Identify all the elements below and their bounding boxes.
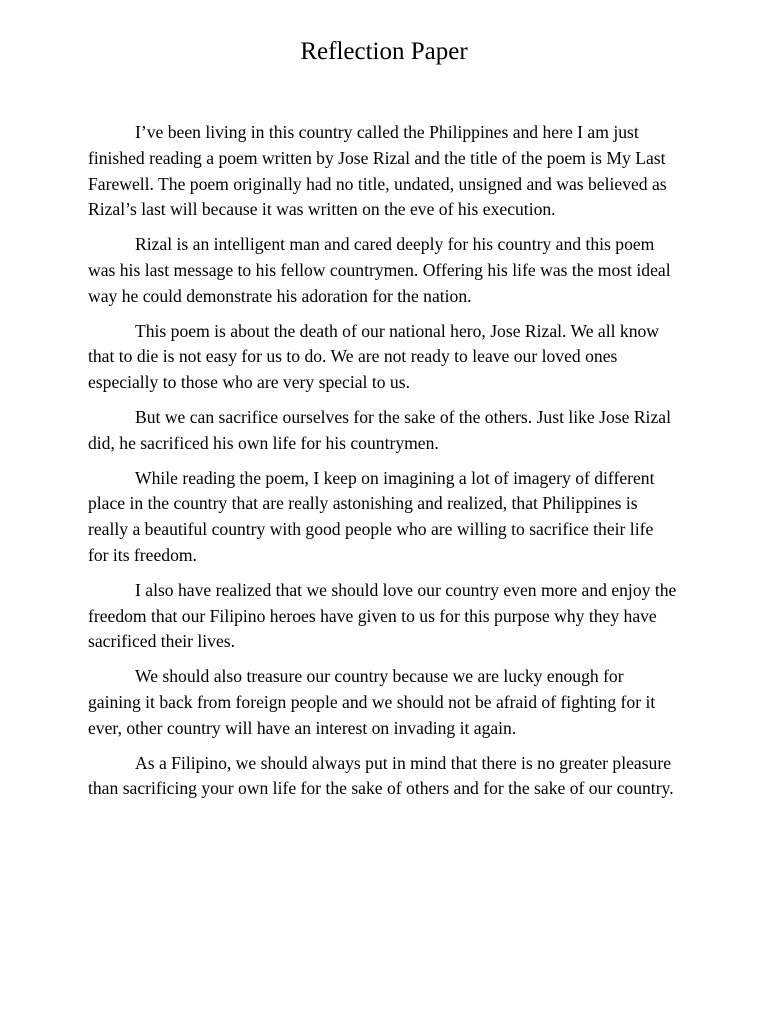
paragraph-1: I’ve been living in this country called the Philippines and here I am just finished reading a poem written by Jose Rizal and the title of the poem is My Last Farewell. The poem originally had no title, undated, unsigned and was believed as Rizal’s last will because it was written on the eve of his execution.: [88, 122, 667, 220]
paragraph-8: As a Filipino, we should always put in mind that there is no greater pleasure than sacrificing your own life for the sake of others and for the sake of our country.: [88, 752, 674, 799]
paragraph-7: We should also treasure our country because we are lucky enough for gaining it back from foreign people and we should not be afraid of fighting for it ever, other country will have an interest on invading it again.: [88, 666, 656, 738]
paragraph-4: But we can sacrifice ourselves for the sake of the others. Just like Jose Rizal did, he sacrificed his own life for his countrymen.: [88, 406, 671, 453]
paragraph-2: Rizal is an intelligent man and cared deeply for his country and this poem was his last message to his fellow countrymen. Offering his life was the most ideal way he could demonstrate his adoration for the nation.: [88, 234, 671, 306]
paragraph-5: While reading the poem, I keep on imagining a lot of imagery of different place in the country that are really astonishing and realized, that Philippines is really a beautiful country with good people who are willing to sacrifice their life for its freedom.: [88, 467, 655, 565]
document-title: Reflection Paper: [300, 38, 468, 65]
document-body: [88, 120, 678, 811]
paragraph-3: This poem is about the death of our national hero, Jose Rizal. We all know that to die is not easy for us to do. We are not ready to leave our loved ones especially to those who are very special to us.: [88, 320, 659, 393]
paragraph-6: I also have realized that we should love our country even more and enjoy the freedom that our Filipino heroes have given to us for this purpose why they have sacrificed their lives.: [88, 579, 677, 652]
